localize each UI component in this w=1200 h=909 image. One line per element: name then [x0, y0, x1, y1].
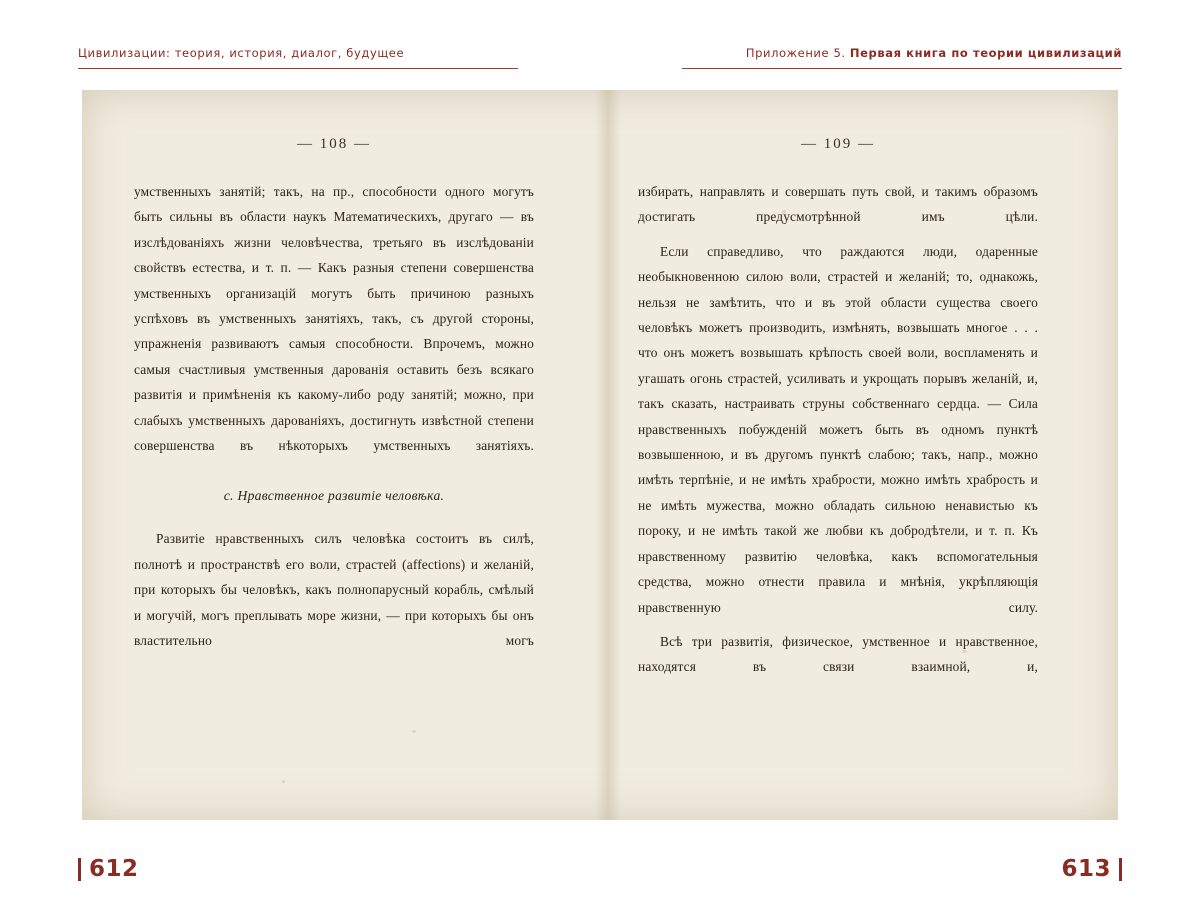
running-head-right-title: Первая книга по теории цивилизаций	[849, 46, 1122, 60]
header-rule-left	[78, 68, 518, 69]
running-head-left: Цивилизации: теория, история, диалог, будущее	[78, 46, 405, 60]
header-rule-right	[682, 68, 1122, 69]
book-page-left	[134, 136, 534, 654]
folio-right: — 109 —	[801, 136, 875, 152]
scanned-book-spread	[82, 90, 1118, 820]
folio-left: — 108 —	[297, 136, 371, 152]
page-number-left: 612	[78, 858, 139, 881]
paper-speck	[282, 780, 285, 783]
page-number-right: 613	[1061, 858, 1122, 881]
paragraph: избирать, направлять и совершать путь свой, и такимъ образомъ достигать предусмотрѣнной имъ цѣли.	[638, 184, 1038, 225]
running-head-right-prefix: Приложение 5.	[745, 46, 846, 60]
running-head-right	[746, 46, 1122, 60]
body-text-right	[638, 179, 1038, 680]
running-head	[0, 46, 1200, 76]
paragraph: Всѣ три развитія, физическое, умственное и нравственное, находятся въ связи взаимной, и,	[638, 633, 1038, 675]
paragraph: Развитіе нравственныхъ силъ человѣка состоитъ въ силѣ, полнотѣ и пространствѣ его воли, страстей (affections) и желаній, при которыхъ бы человѣкъ, какъ полнопарусный корабль, смѣлый и могучій, могъ преплывать море жизни, — при которыхъ бы онъ властительно могъ	[134, 531, 534, 649]
paragraph: умственныхъ занятій; такъ, на пр., способности одного могутъ быть сильны въ области наукъ Математическихъ, другаго — въ изслѣдованіяхъ жизни человѣчества, третьяго въ изслѣдованіи свойствъ естества, и т. п. — Какъ разныя степени совершенства умственныхъ организацій могутъ быть причиною разныхъ успѣховъ въ умственныхъ занятіяхъ, такъ, съ другой стороны, упражненія развиваютъ самыя способности. Впрочемъ, можно самыя счастливыя умственныя дарованія оставить безъ всякаго развитія и примѣненія къ какому-либо роду занятій; можно, при слабыхъ умственныхъ дарованіяхъ, достигнуть извѣстной степени совершенства въ нѣкоторыхъ умственныхъ занятіяхъ.	[134, 184, 534, 454]
book-page-right	[638, 136, 1038, 680]
paper-speck	[412, 730, 416, 733]
paragraph: Если справедливо, что раждаются люди, одаренные необыкновенною силою воли, страстей и желаній; то, однакожь, нельзя не замѣтить, что и въ этой области существа своего человѣкъ можетъ производить, измѣнять, возвышать многое . . . что онъ можетъ возвышать крѣпость своей воли, воспламенять и угашать огонь страстей, усиливать и укрощать порывъ желаній, и, такъ сказать, настраивать струны собственнаго сердца. — Сила нравственныхъ побужденій можетъ быть въ одномъ пунктѣ возвышенною, и въ другомъ пунктѣ слабою; такъ, напр., можно имѣть терпѣніе, и не имѣть храбрости, можно имѣть храбрость и не имѣть мужества, можно обладать сильною ненавистью къ пороку, и не имѣть такой же любви къ добродѣтели, и т. п. Къ нравственному развитію человѣка, какъ вспомогательныя средства, можно отнести правила и мнѣнія, укрѣпляющія нравственную силу.	[638, 243, 1038, 615]
section-subheading: с. Нравственное развитіе человѣка.	[223, 488, 445, 504]
body-text-left	[134, 179, 534, 654]
